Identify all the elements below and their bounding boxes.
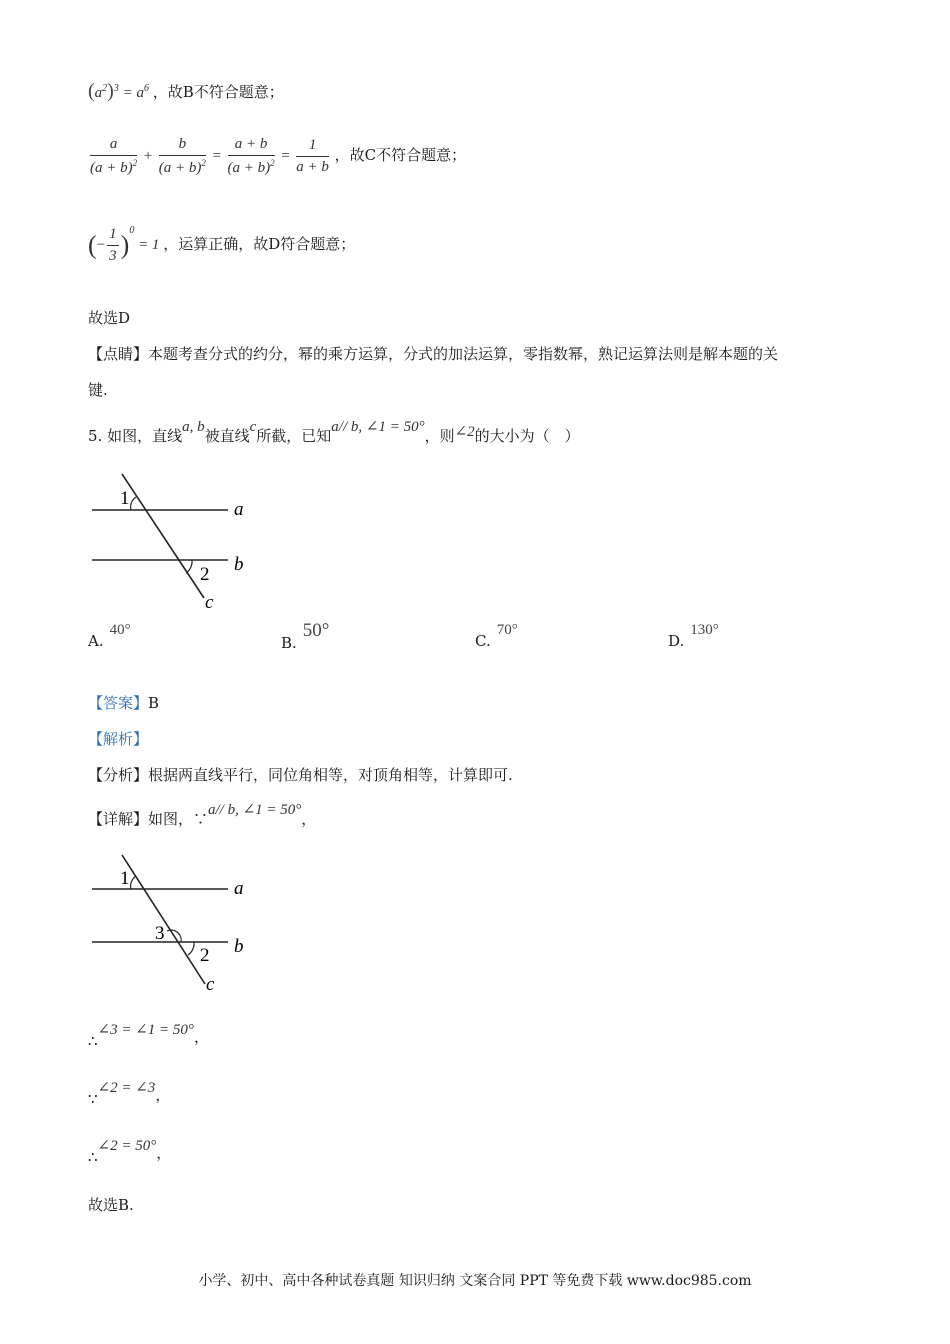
solution-line-b (88, 80, 284, 103)
label-angle-1: 1 (120, 868, 130, 889)
label-angle-2: 2 (200, 945, 210, 966)
choose-d: 故选D (88, 309, 131, 327)
page-footer: 小学、初中、高中各种试卷真题 知识归纳 文案合同 PPT 等免费下载 www.doc985.com (198, 1273, 752, 1289)
step-2: ∵∠2 = ∠3， (88, 1080, 171, 1108)
label-b: b (234, 936, 244, 957)
label-angle-3: 3 (155, 923, 165, 944)
label-c: c (206, 974, 215, 994)
option-b[interactable]: B.50° (281, 620, 330, 652)
detail-line: 【详解】如图，∵a// b, ∠1 = 50°， (88, 802, 317, 828)
key-point-cont: 键. (88, 381, 108, 399)
label-c: c (205, 592, 214, 610)
analysis-tag: 【解析】 (88, 730, 149, 748)
analysis-text: 【分析】根据两直线平行，同位角相等，对顶角相等，计算即可. (88, 766, 513, 784)
zero-power-equation: (− $\frac{1}{3}$ )$^0$ = 1 (88, 224, 160, 264)
label-angle-1: 1 (120, 488, 130, 509)
key-point: 【点睛】本题考查分式的约分，幂的乘方运算，分式的加法运算，零指数幂，熟记运算法则是解本题的关 (88, 345, 779, 363)
figure-parallel-lines (88, 470, 258, 610)
question-5: 5. 如图，直线a, b被直线c所截，已知a// b, ∠1 = 50°，则∠2的大小为（ ） (88, 419, 580, 445)
line-d-text: ，运算正确，故D符合题意； (163, 234, 356, 253)
angle-2-arc (188, 942, 194, 955)
angle-1-arc (131, 876, 136, 889)
option-a[interactable]: A.40° (88, 622, 131, 650)
step-1: ∴∠3 = ∠1 = 50°， (88, 1022, 209, 1050)
label-b: b (234, 554, 244, 575)
angle-1-arc (131, 497, 136, 510)
solution-line-c (88, 136, 466, 177)
line-b-text: ，故B不符合题意； (152, 83, 284, 101)
label-angle-2: 2 (200, 564, 210, 585)
option-d[interactable]: D.130° (668, 622, 719, 650)
step-3: ∴∠2 = 50°， (88, 1138, 172, 1166)
conclusion: 故选B. (88, 1196, 134, 1214)
line-c-text: ，故C不符合题意； (334, 145, 467, 164)
answer-line: 【答案】B (88, 694, 160, 712)
solution-line-d (88, 226, 355, 265)
figure-solution-lines (88, 852, 258, 994)
option-c[interactable]: C.70° (475, 622, 518, 650)
fraction-equation: $\frac{a}{(a + b)^2}$ + $\frac{b}{(a + b)^2}$ = $\frac{a + b}{(a + b)^2}$ = $\frac{1}{a + b}$ (90, 136, 329, 176)
power-equation: $(a^2)^3 = a^6$ (88, 80, 149, 102)
line-c (122, 474, 204, 598)
label-a: a (234, 499, 244, 520)
label-a: a (234, 878, 244, 899)
line-c (122, 855, 205, 984)
